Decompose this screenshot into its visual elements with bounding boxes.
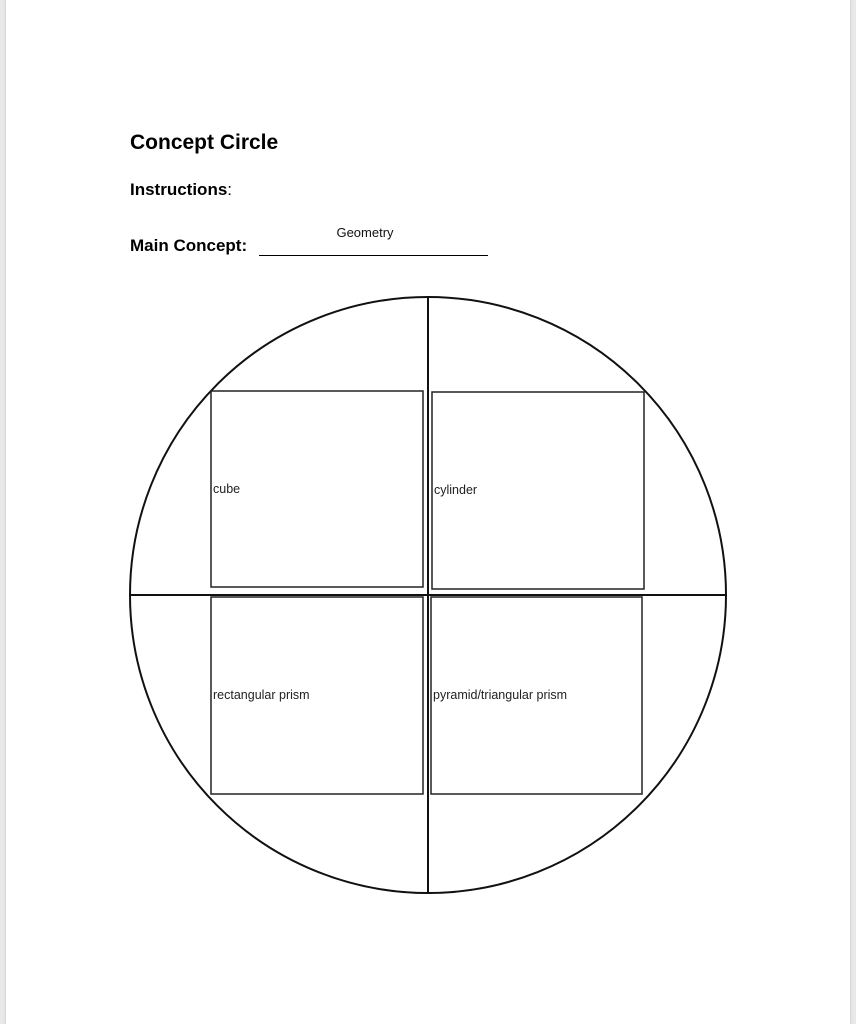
- concept-circle-diagram: [6, 0, 850, 1024]
- quadrant-label-top-right[interactable]: cylinder: [434, 483, 478, 497]
- main-concept-label: Main Concept:: [130, 236, 248, 255]
- quadrant-label-top-left[interactable]: cube: [213, 482, 241, 496]
- document-page: [6, 0, 850, 1024]
- box-top-left: [211, 391, 423, 587]
- page-title: Concept Circle: [130, 131, 279, 154]
- quadrant-label-bottom-right[interactable]: pyramid/triangular prism: [433, 688, 568, 702]
- instructions-label: Instructions: [130, 180, 228, 199]
- instructions-colon: :: [227, 180, 233, 199]
- main-concept-value[interactable]: Geometry: [336, 225, 394, 240]
- quadrant-label-bottom-left[interactable]: rectangular prism: [213, 688, 310, 702]
